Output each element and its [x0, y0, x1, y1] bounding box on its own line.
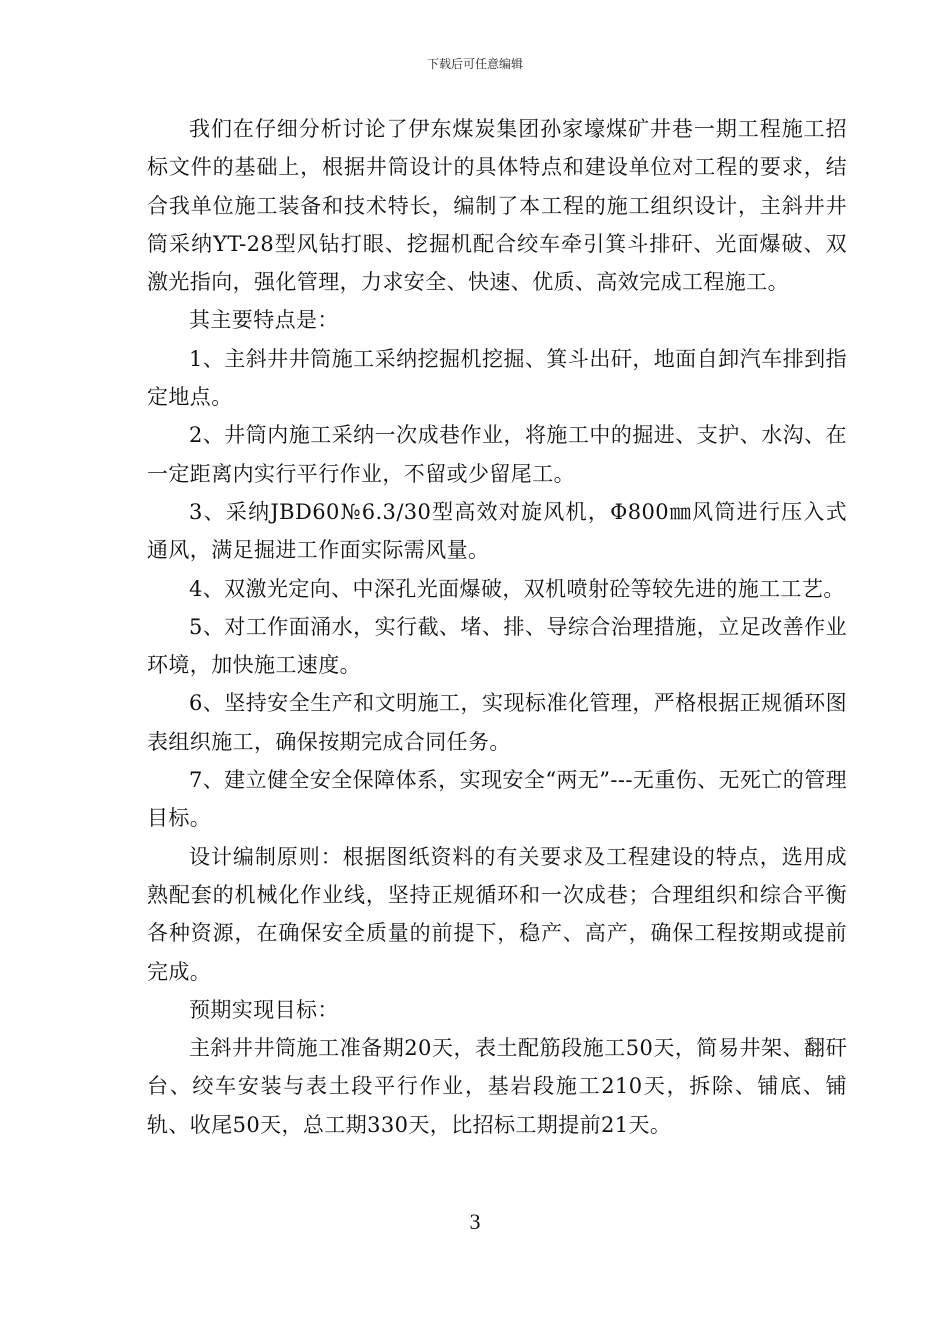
paragraph-feature-3: 3、采纳JBD60№6.3/30型高效对旋风机，Φ800㎜风筒进行压入式通风，满足掘进工作面实际需风量。 [147, 499, 847, 563]
paragraph-features-heading: 其主要特点是： [189, 308, 339, 333]
paragraph-feature-6: 6、坚持安全生产和文明施工，实现标准化管理，严格根据正规循环图表组织施工，确保按期完成合同任务。 [147, 691, 847, 754]
paragraph-feature-4: 4、双激光定向、中深孔光面爆破，双机喷射砼等较先进的施工工艺。 [189, 576, 845, 601]
paragraph-feature-2: 2、井筒内施工采纳一次成巷作业，将施工中的掘进、支护、水沟、在一定距离内实行平行作业，不留或少留尾工。 [147, 423, 847, 486]
paragraph-feature-7: 7、建立健全安全保障体系，实现安全“两无”---无重伤、无死亡的管理目标。 [147, 768, 847, 831]
paragraph-schedule: 主斜井井筒施工准备期20天，表土配筋段施工50天，简易井架、翻矸台、绞车安装与表土段平行作业，基岩段施工210天，拆除、铺底、铺轨、收尾50天，总工期330天，比招标工期提前21天。 [147, 1036, 847, 1137]
paragraph-intro: 我们在仔细分析讨论了伊东煤炭集团孙家壕煤矿井巷一期工程施工招标文件的基础上，根据井筒设计的具体特点和建设单位对工程的要求，结合我单位施工装备和技术特长，编制了本工程的施工组织设计，主斜井井筒采纳YT-28型风钻打眼、挖掘机配合绞车牵引箕斗排矸、光面爆破、双激光指向，强化管理，力求安全、快速、优质、高效完成工程施工。 [147, 117, 847, 295]
paragraph-goals-heading: 预期实现目标： [189, 997, 339, 1022]
page-number: 3 [469, 1209, 481, 1234]
paragraph-design-principles: 设计编制原则：根据图纸资料的有关要求及工程建设的特点，选用成熟配套的机械化作业线，坚持正规循环和一次成巷；合理组织和综合平衡各种资源，在确保安全质量的前提下，稳产、高产，确保工程按期或提前完成。 [147, 844, 847, 984]
paragraph-feature-5: 5、对工作面涌水，实行截、堵、排、导综合治理措施，立足改善作业环境，加快施工速度。 [147, 614, 847, 678]
paragraph-feature-1: 1、主斜井井筒施工采纳挖掘机挖掘、箕斗出矸，地面自卸汽车排到指定地点。 [147, 346, 847, 410]
page-header: 下载后可任意编辑 [426, 57, 523, 71]
document-body [147, 110, 847, 1144]
